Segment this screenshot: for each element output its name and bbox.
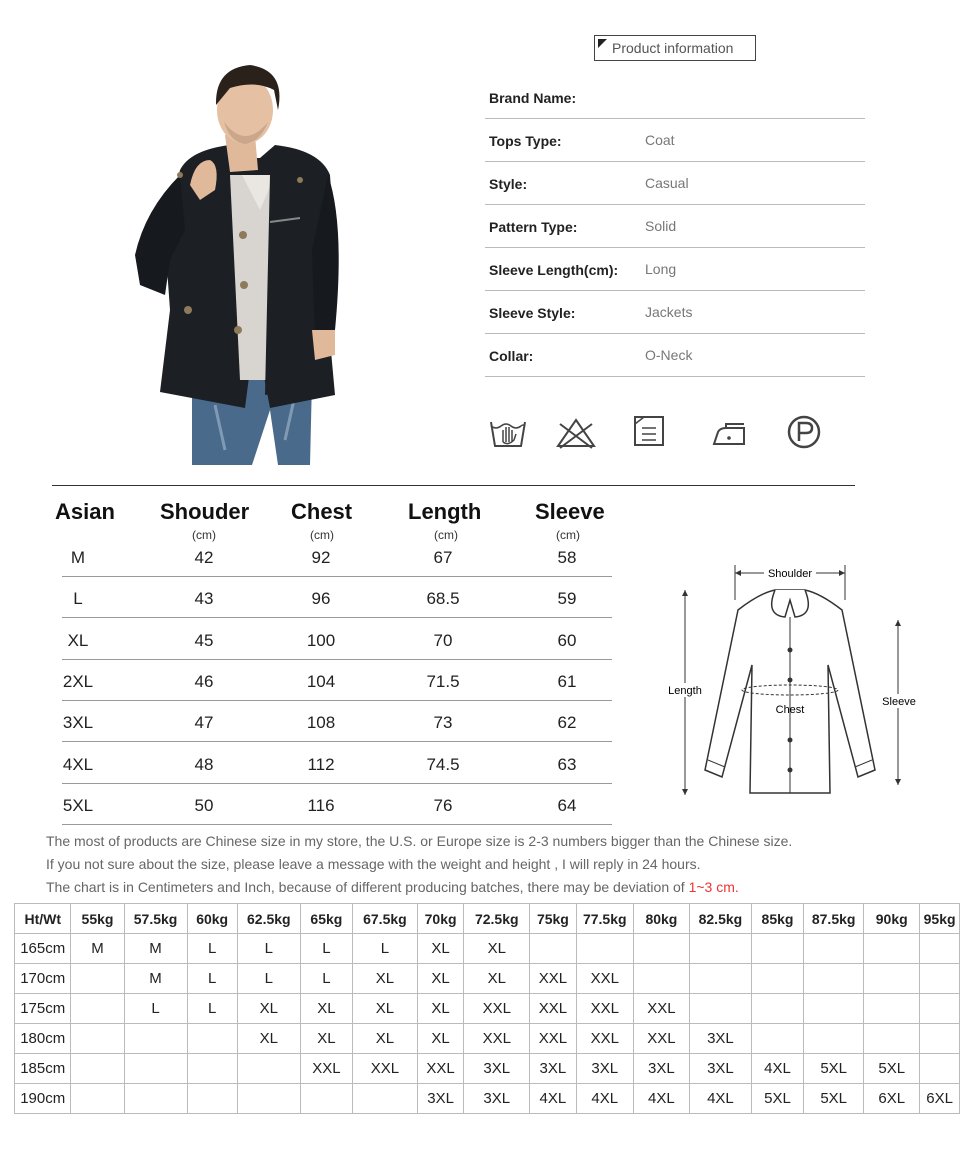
size-cell: 3XL — [530, 1054, 576, 1084]
size-row — [62, 743, 612, 784]
size-cell: 6XL — [920, 1084, 960, 1114]
weight-header: 90kg — [864, 904, 920, 934]
size-cell: 92 — [311, 548, 331, 567]
col-header-length: Length — [408, 499, 482, 524]
size-cell: M — [71, 934, 124, 964]
weight-header: 77.5kg — [576, 904, 633, 934]
size-cell: XXL — [633, 1024, 689, 1054]
size-cell — [804, 934, 864, 964]
measurement-diagram — [660, 555, 920, 805]
size-cell — [920, 1054, 960, 1084]
size-cell: 104 — [306, 671, 336, 691]
size-cell — [187, 1084, 237, 1114]
row-divider — [62, 824, 612, 825]
size-cell: 61 — [557, 671, 577, 691]
size-cell: XXL — [464, 1024, 530, 1054]
shoulder-label: Shoulder — [767, 568, 813, 580]
weight-header: 75kg — [530, 904, 576, 934]
size-cell — [530, 934, 576, 964]
size-cell: 5XL — [751, 1084, 803, 1114]
size-cell: 3XL — [689, 1024, 751, 1054]
col-header-shoulder: Shouder — [160, 499, 250, 524]
info-value: Casual — [645, 175, 689, 191]
size-cell — [71, 1084, 124, 1114]
size-cell: 5XL — [62, 795, 94, 815]
size-cell — [71, 1054, 124, 1084]
size-cell — [187, 1054, 237, 1084]
size-cell: 64 — [557, 795, 577, 815]
info-key: Sleeve Length(cm): — [489, 262, 619, 278]
size-cell: XXL — [576, 994, 633, 1024]
weight-header: 67.5kg — [352, 904, 417, 934]
size-cell: XXL — [576, 1024, 633, 1054]
size-cell: 74.5 — [426, 754, 460, 774]
size-cell: 68.5 — [426, 589, 460, 609]
info-key: Sleeve Style: — [489, 305, 576, 321]
col-header-chest: Chest — [291, 499, 353, 524]
size-cell: XL — [237, 994, 300, 1024]
size-cell — [751, 1024, 803, 1054]
size-cell — [352, 1084, 417, 1114]
size-cell: 4XL — [633, 1084, 689, 1114]
size-cell: 43 — [194, 589, 214, 609]
size-cell — [237, 1084, 300, 1114]
size-cell: 5XL — [804, 1054, 864, 1084]
height-header: 165cm — [15, 934, 71, 964]
size-cell: XXL — [464, 994, 530, 1024]
size-cell: XL — [352, 994, 417, 1024]
size-cell: L — [187, 934, 237, 964]
size-cell — [689, 994, 751, 1024]
size-cell: 59 — [557, 589, 577, 609]
size-cell — [237, 1054, 300, 1084]
size-cell — [864, 934, 920, 964]
size-row — [62, 577, 612, 618]
unit-label: (cm) — [434, 528, 458, 542]
size-cell: XL — [417, 994, 463, 1024]
size-cell: XXL — [530, 964, 576, 994]
size-cell: 3XL — [689, 1054, 751, 1084]
size-cell — [124, 1054, 187, 1084]
size-cell: 42 — [194, 548, 214, 567]
size-cell: XXL — [352, 1054, 417, 1084]
weight-header: 70kg — [417, 904, 463, 934]
size-cell: 3XL — [464, 1054, 530, 1084]
size-cell — [920, 934, 960, 964]
info-value: O-Neck — [645, 347, 693, 363]
info-row-style — [485, 162, 865, 205]
note-deviation-text: The chart is in Centimeters and Inch, because of different producing batches, there may be deviation of — [46, 879, 689, 895]
size-cell: 71.5 — [426, 671, 460, 691]
size-cell — [751, 964, 803, 994]
size-cell — [633, 964, 689, 994]
section-divider — [52, 485, 855, 486]
size-cell: M — [124, 934, 187, 964]
size-cell: XL — [417, 964, 463, 994]
unit-label: (cm) — [310, 528, 334, 542]
product-info-list — [485, 76, 865, 377]
info-value: Jackets — [645, 304, 693, 320]
size-cell: 70 — [433, 630, 453, 650]
dry-clean-p-icon — [784, 412, 824, 452]
size-cell — [689, 964, 751, 994]
info-key: Tops Type: — [489, 133, 562, 149]
height-header: 190cm — [15, 1084, 71, 1114]
size-cell: 50 — [194, 795, 214, 815]
size-cell: 108 — [306, 713, 336, 733]
size-cell: 100 — [306, 630, 336, 650]
length-label: Length — [668, 685, 702, 697]
info-row-collar — [485, 334, 865, 377]
size-cell: 3XL — [576, 1054, 633, 1084]
size-cell: 112 — [307, 754, 335, 774]
note-deviation-range: 1~3 cm. — [688, 879, 739, 895]
info-row-sleeve-length — [485, 248, 865, 291]
size-cell: 3XL — [62, 713, 94, 733]
size-cell: L — [73, 589, 83, 609]
info-value: Coat — [645, 132, 675, 148]
size-cell — [751, 994, 803, 1024]
size-cell — [124, 1084, 187, 1114]
table-row — [15, 934, 960, 964]
weight-header: 55kg — [71, 904, 124, 934]
weight-header: 72.5kg — [464, 904, 530, 934]
size-cell: XXL — [300, 1054, 352, 1084]
size-cell: L — [300, 934, 352, 964]
size-cell: 4XL — [62, 754, 94, 774]
note-deviation — [46, 879, 739, 895]
size-cell: 4XL — [751, 1054, 803, 1084]
size-cell: M — [124, 964, 187, 994]
col-header-sleeve: Sleeve — [535, 499, 605, 524]
weight-header: 80kg — [633, 904, 689, 934]
corner-marker — [598, 39, 607, 48]
chest-label: Chest — [775, 704, 805, 716]
size-cell — [804, 1024, 864, 1054]
weight-header: 62.5kg — [237, 904, 300, 934]
size-cell: 116 — [307, 795, 335, 815]
size-row — [62, 701, 612, 742]
size-cell: XL — [464, 934, 530, 964]
iron-icon — [710, 412, 750, 452]
weight-header: 82.5kg — [689, 904, 751, 934]
table-row — [15, 1084, 960, 1114]
hand-wash-icon — [488, 412, 528, 452]
size-row — [62, 536, 612, 577]
size-cell: 73 — [433, 713, 453, 733]
size-cell: XL — [237, 1024, 300, 1054]
weight-header: 87.5kg — [804, 904, 864, 934]
size-cell: L — [237, 964, 300, 994]
size-cell: L — [352, 934, 417, 964]
table-corner-header: Ht/Wt — [15, 904, 71, 934]
table-row — [15, 1024, 960, 1054]
weight-header: 85kg — [751, 904, 803, 934]
size-cell: 4XL — [576, 1084, 633, 1114]
info-row-pattern — [485, 205, 865, 248]
info-row-tops-type — [485, 119, 865, 162]
size-cell: XXL — [530, 1024, 576, 1054]
size-cell: XL — [417, 1024, 463, 1054]
size-cell: 3XL — [464, 1084, 530, 1114]
note-contact: If you not sure about the size, please leave a message with the weight and height , I will reply in 24 hours. — [46, 856, 701, 872]
size-cell: 60 — [557, 630, 577, 650]
size-cell: 76 — [433, 795, 453, 815]
size-cell — [633, 934, 689, 964]
info-row-brand — [485, 76, 865, 119]
table-row — [15, 994, 960, 1024]
size-cell: 48 — [194, 754, 214, 774]
size-cell: 67 — [433, 548, 453, 567]
size-cell — [920, 964, 960, 994]
size-cell — [864, 964, 920, 994]
size-cell — [864, 1024, 920, 1054]
size-cell — [124, 1024, 187, 1054]
size-cell — [576, 934, 633, 964]
size-cell — [300, 1084, 352, 1114]
size-cell: XL — [67, 630, 89, 650]
size-row — [62, 784, 612, 825]
size-cell: L — [187, 964, 237, 994]
size-cell: XL — [417, 934, 463, 964]
weight-header: 60kg — [187, 904, 237, 934]
size-cell — [187, 1024, 237, 1054]
size-cell: XXL — [417, 1054, 463, 1084]
info-row-sleeve-style — [485, 291, 865, 334]
size-cell — [920, 1024, 960, 1054]
unit-label: (cm) — [556, 528, 580, 542]
size-cell: XL — [300, 994, 352, 1024]
size-cell — [689, 934, 751, 964]
size-cell — [804, 994, 864, 1024]
size-cell: L — [300, 964, 352, 994]
size-cell: XXL — [530, 994, 576, 1024]
size-cell: 62 — [557, 713, 577, 733]
height-header: 170cm — [15, 964, 71, 994]
model-photo — [30, 10, 440, 470]
info-value: Solid — [645, 218, 677, 234]
tumble-dry-icon — [630, 412, 670, 452]
size-cell — [804, 964, 864, 994]
height-header: 175cm — [15, 994, 71, 1024]
size-row — [62, 619, 612, 660]
size-cell: 3XL — [633, 1054, 689, 1084]
weight-header: 65kg — [300, 904, 352, 934]
info-key: Collar: — [489, 348, 534, 364]
size-cell: XL — [352, 1024, 417, 1054]
size-cell — [864, 994, 920, 1024]
height-header: 180cm — [15, 1024, 71, 1054]
size-cell: 47 — [194, 713, 214, 733]
size-cell: 58 — [557, 548, 577, 567]
size-cell: 5XL — [864, 1054, 920, 1084]
info-key: Brand Name: — [489, 90, 577, 106]
size-cell — [71, 994, 124, 1024]
size-cell: XXL — [576, 964, 633, 994]
size-cell: 3XL — [417, 1084, 463, 1114]
size-cell: L — [187, 994, 237, 1024]
size-cell — [751, 934, 803, 964]
table-row — [15, 964, 960, 994]
info-key: Style: — [489, 176, 528, 192]
note-size-conversion: The most of products are Chinese size in my store, the U.S. or Europe size is 2-3 numbers bigger than the Chinese size. — [46, 833, 793, 849]
size-cell: 63 — [557, 754, 577, 774]
size-cell: 6XL — [864, 1084, 920, 1114]
size-cell: XXL — [633, 994, 689, 1024]
size-cell — [71, 1024, 124, 1054]
table-row — [15, 1054, 960, 1084]
product-information-label: Product information — [612, 40, 734, 56]
size-cell: 4XL — [530, 1084, 576, 1114]
size-cell — [71, 964, 124, 994]
size-cell: 96 — [311, 589, 331, 609]
size-row — [62, 660, 612, 701]
sleeve-label: Sleeve — [882, 696, 916, 708]
weight-header: 57.5kg — [124, 904, 187, 934]
size-cell: 46 — [194, 671, 214, 691]
unit-label: (cm) — [192, 528, 216, 542]
size-cell: 4XL — [689, 1084, 751, 1114]
size-cell: L — [124, 994, 187, 1024]
size-cell: 45 — [194, 630, 214, 650]
size-cell: XL — [464, 964, 530, 994]
height-weight-table — [14, 903, 960, 1114]
info-key: Pattern Type: — [489, 219, 578, 235]
size-cell: 2XL — [62, 671, 94, 691]
size-cell — [920, 994, 960, 1024]
info-value: Long — [645, 261, 677, 277]
size-cell: XL — [352, 964, 417, 994]
size-cell: XL — [300, 1024, 352, 1054]
size-cell: M — [70, 548, 86, 567]
size-cell: 5XL — [804, 1084, 864, 1114]
no-bleach-icon — [556, 412, 596, 452]
height-header: 185cm — [15, 1054, 71, 1084]
product-information-title — [594, 35, 756, 61]
size-cell: L — [237, 934, 300, 964]
col-header-asian: Asian — [55, 499, 115, 524]
weight-header: 95kg — [920, 904, 960, 934]
